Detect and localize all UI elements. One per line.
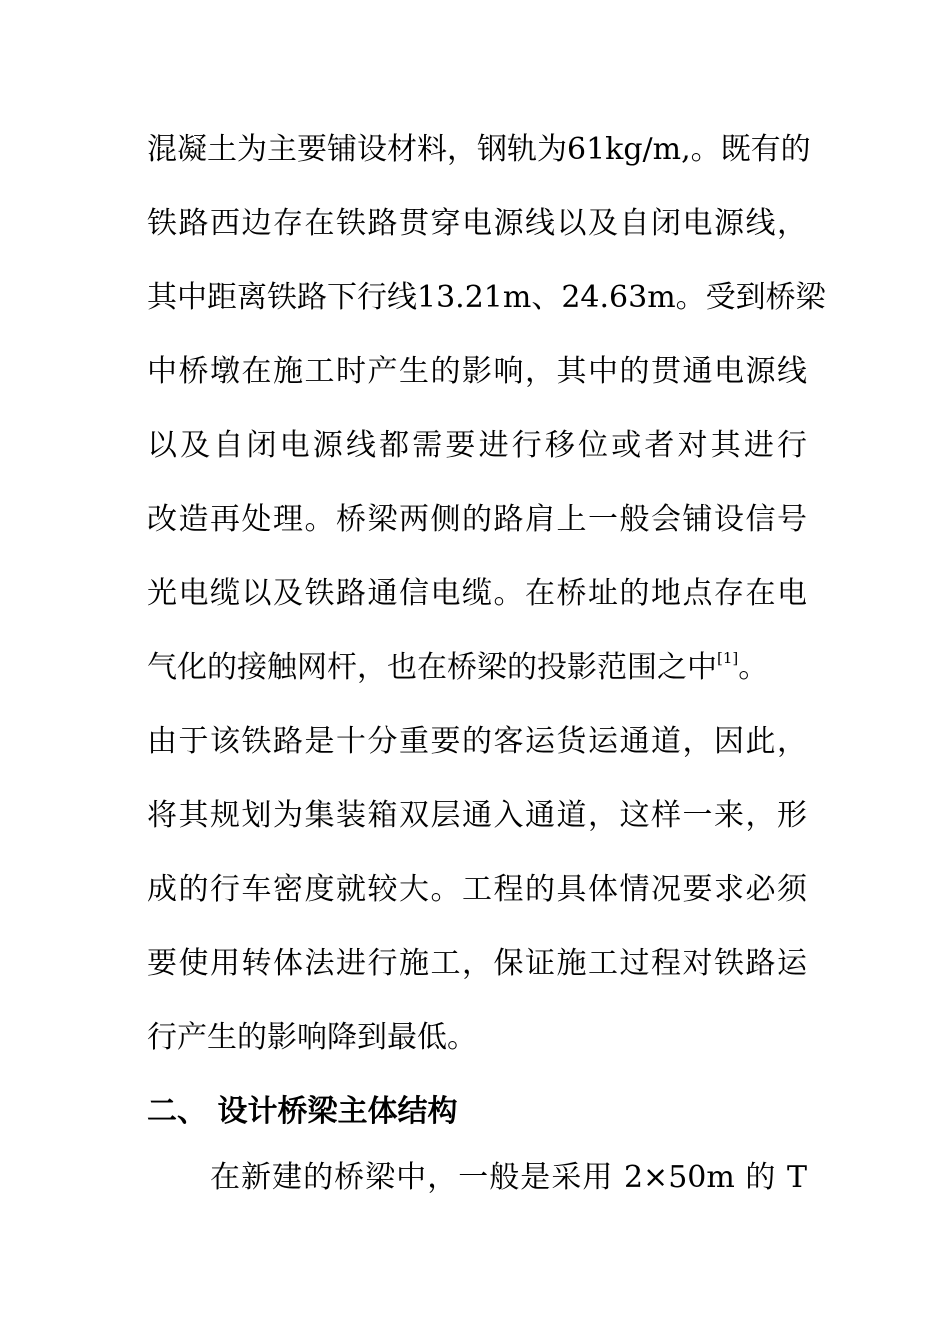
paragraph-line-8-text: 气化的接触网杆，也在桥梁的投影范围之中	[147, 650, 717, 685]
paragraph-line-10: 将其规划为集装箱双层通入通道，这样一来，形	[147, 798, 807, 833]
paragraph-line-3: 其中距离铁路下行线13.21m、24.63m。受到桥梁	[147, 280, 826, 315]
citation-ref[interactable]: [1]	[717, 649, 739, 667]
paragraph-line-1: 混凝土为主要铺设材料，钢轨为61kg/m,。既有的	[147, 132, 811, 167]
paragraph-line-9: 由于该铁路是十分重要的客运货运通道，因此，	[147, 724, 807, 759]
paragraph-line-5: 以及自闭电源线都需要进行移位或者对其进行	[147, 428, 807, 463]
paragraph-line-13: 行产生的影响降到最低。	[147, 1020, 477, 1055]
paragraph-line-12: 要使用转体法进行施工，保证施工过程对铁路运	[147, 946, 807, 981]
paragraph-line-2: 铁路西边存在铁路贯穿电源线以及自闭电源线，	[147, 206, 807, 241]
paragraph-line-8	[147, 648, 807, 688]
section-first-line: 在新建的桥梁中，一般是采用 2×50m 的 T	[210, 1160, 807, 1195]
paragraph-line-4: 中桥墩在施工时产生的影响，其中的贯通电源线	[147, 354, 807, 389]
citation-tail: 。	[738, 650, 769, 685]
paragraph-line-11: 成的行车密度就较大。工程的具体情况要求必须	[147, 872, 807, 907]
paragraph-line-7: 光电缆以及铁路通信电缆。在桥址的地点存在电	[147, 576, 807, 611]
paragraph-line-6: 改造再处理。桥梁两侧的路肩上一般会铺设信号	[147, 502, 807, 537]
section-heading: 二、 设计桥梁主体结构	[147, 1094, 458, 1129]
